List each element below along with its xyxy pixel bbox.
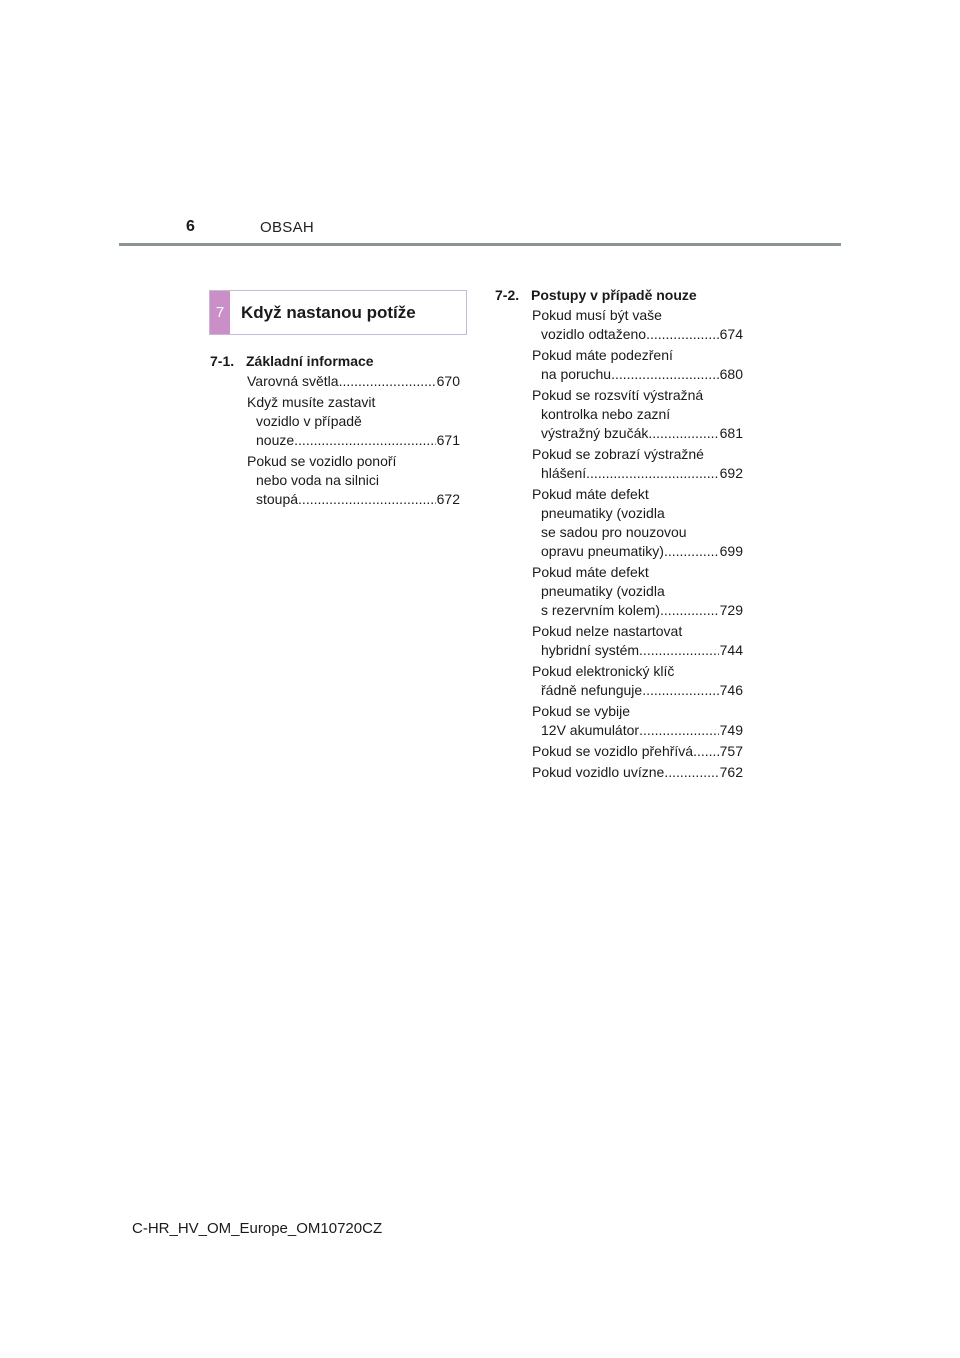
dot-leader	[639, 641, 719, 660]
toc-entry[interactable]	[532, 702, 743, 740]
dot-leader	[639, 721, 719, 740]
toc-entry-text: 12V akumulátor	[541, 722, 640, 738]
dot-leader	[648, 424, 718, 443]
dot-leader	[611, 365, 719, 384]
toc-entry[interactable]	[532, 306, 743, 344]
toc-entry-text: Pokud máte defekt	[532, 486, 649, 502]
dot-leader	[339, 372, 436, 391]
dot-leader	[294, 431, 435, 450]
toc-page-number: 757	[719, 743, 743, 759]
toc-entry-text: Pokud se rozsvítí výstražná	[532, 387, 704, 403]
toc-entry[interactable]	[532, 445, 743, 483]
toc-entry-text: kontrolka nebo zazní	[541, 406, 671, 422]
section-number: 7-1.	[210, 353, 235, 369]
toc-page-number: 744	[719, 642, 743, 658]
toc-entry[interactable]	[532, 742, 743, 761]
toc-entry[interactable]	[532, 485, 743, 561]
dot-leader	[586, 464, 718, 483]
toc-entry-text: Pokud se vybije	[532, 703, 631, 719]
toc-entry[interactable]	[247, 452, 460, 509]
chapter-title: Když nastanou potíže	[241, 302, 416, 322]
section-title: Základní informace	[246, 353, 374, 369]
toc-entry-text: Pokud se zobrazí výstražné	[532, 446, 704, 462]
page-number: 6	[186, 218, 195, 235]
toc-entry[interactable]	[532, 563, 743, 620]
header-divider	[119, 243, 841, 246]
toc-section-7-2	[495, 286, 743, 784]
toc-page-number: 680	[719, 366, 743, 382]
toc-entry-text: nouze	[256, 432, 295, 448]
toc-entry-text: Pokud vozidlo uvízne	[532, 764, 665, 780]
toc-section-7-1	[210, 352, 460, 511]
toc-entry-text: Varovná světla	[247, 373, 339, 389]
page-header-title: OBSAH	[260, 219, 315, 236]
toc-page-number: 681	[719, 425, 743, 441]
toc-entry-text: vozidlo odtaženo	[541, 326, 647, 342]
toc-entry-text: Pokud se vozidlo ponoří	[247, 453, 397, 469]
toc-entry[interactable]	[247, 372, 460, 391]
section-heading	[210, 352, 460, 371]
toc-page-number: 672	[436, 491, 460, 507]
chapter-heading[interactable]	[209, 290, 467, 335]
toc-entry-text: na poruchu	[541, 366, 612, 382]
document-code: C-HR_HV_OM_Europe_OM10720CZ	[132, 1220, 383, 1237]
toc-entry[interactable]	[532, 763, 743, 782]
chapter-number-tab: 7	[210, 291, 230, 334]
toc-entry-text: hybridní systém	[541, 642, 640, 658]
toc-entry[interactable]	[247, 393, 460, 450]
section-heading	[495, 286, 743, 305]
toc-page-number: 749	[719, 722, 743, 738]
toc-entry-text: Pokud se vozidlo přehřívá	[532, 743, 694, 759]
toc-entry[interactable]	[532, 622, 743, 660]
toc-entry-text: opravu pneumatiky)	[541, 543, 664, 559]
toc-entry-text: Pokud musí být vaše	[532, 307, 662, 323]
dot-leader	[660, 601, 719, 620]
toc-entry-text: pneumatiky (vozidla	[541, 583, 665, 599]
section-number: 7-2.	[495, 287, 520, 303]
toc-page-number: 746	[719, 682, 743, 698]
toc-entry-text: pneumatiky (vozidla	[541, 505, 665, 521]
dot-leader	[642, 681, 718, 700]
toc-page-number: 729	[719, 602, 743, 618]
dot-leader	[664, 542, 719, 561]
toc-entry-text: stoupá	[256, 491, 299, 507]
dot-leader	[646, 325, 719, 344]
toc-entry-text: Pokud máte defekt	[532, 564, 649, 580]
section-title: Postupy v případě nouze	[531, 287, 697, 303]
dot-leader	[664, 763, 718, 782]
dot-leader	[298, 490, 436, 509]
toc-page-number: 674	[719, 326, 743, 342]
dot-leader	[693, 742, 719, 761]
toc-entry-text: Pokud nelze nastartovat	[532, 623, 683, 639]
toc-entry-text: se sadou pro nouzovou	[541, 524, 687, 540]
toc-entry-text: Když musíte zastavit	[247, 394, 376, 410]
toc-page-number: 762	[719, 764, 743, 780]
toc-entry-text: řádně nefunguje	[541, 682, 643, 698]
toc-page-number: 670	[436, 373, 460, 389]
toc-entry-text: výstražný bzučák	[541, 425, 649, 441]
toc-entry-text: vozidlo v případě	[256, 413, 362, 429]
toc-entry[interactable]	[532, 346, 743, 384]
toc-page-number: 692	[719, 465, 743, 481]
toc-entry-text: hlášení	[541, 465, 587, 481]
toc-entry-text: Pokud elektronický klíč	[532, 663, 675, 679]
toc-entry[interactable]	[532, 662, 743, 700]
toc-entry-text: nebo voda na silnici	[256, 472, 379, 488]
toc-entry-text: s rezervním kolem)	[541, 602, 661, 618]
toc-page-number: 671	[436, 432, 460, 448]
toc-entry-text: Pokud máte podezření	[532, 347, 673, 363]
toc-entry[interactable]	[532, 386, 743, 443]
toc-page-number: 699	[719, 543, 743, 559]
